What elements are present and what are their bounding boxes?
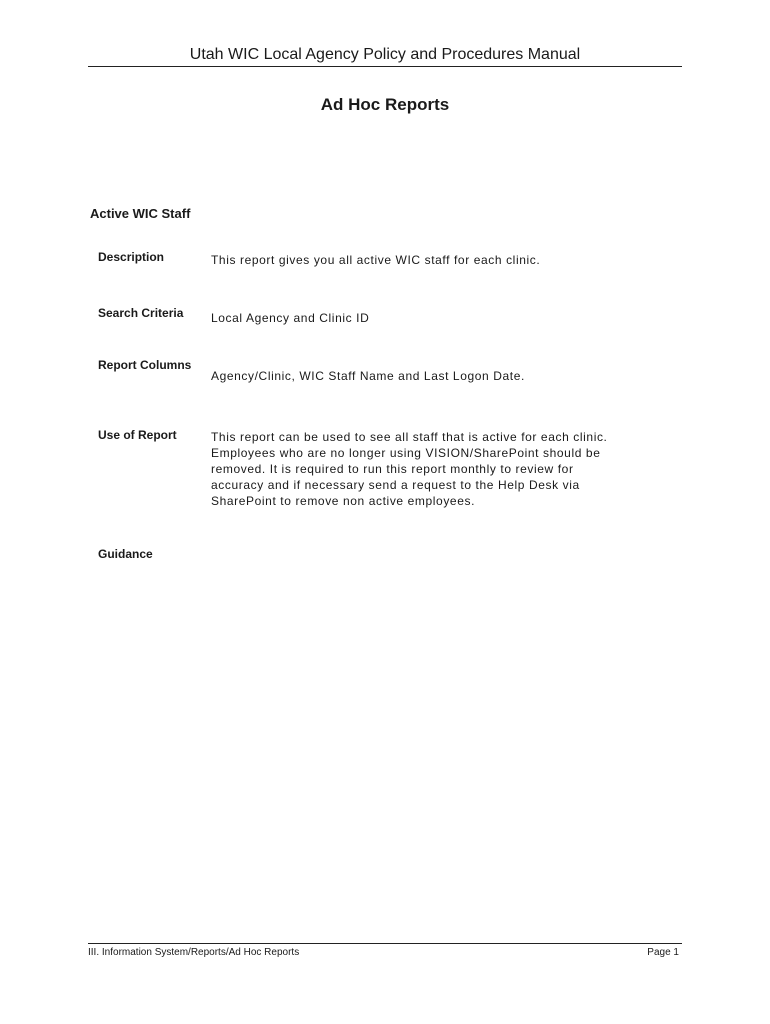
search-criteria-value: Local Agency and Clinic ID: [211, 311, 370, 325]
search-criteria-label: Search Criteria: [98, 306, 184, 320]
description-label: Description: [98, 250, 165, 264]
use-of-report-line: removed. It is required to run this report monthly to review for: [211, 462, 574, 476]
footer-divider: [88, 943, 682, 944]
manual-header-title: Utah WIC Local Agency Policy and Procedures Manual: [189, 46, 581, 63]
footer-page-number: Page 1: [647, 947, 679, 958]
page-title: Ad Hoc Reports: [320, 95, 450, 114]
use-of-report-line: accuracy and if necessary send a request to the Help Desk via: [211, 478, 580, 492]
use-of-report-line: SharePoint to remove non active employees.: [211, 494, 475, 508]
report-columns-value: Agency/Clinic, WIC Staff Name and Last Logon Date.: [211, 369, 525, 383]
use-of-report-label: Use of Report: [98, 428, 177, 442]
header-divider: [88, 66, 682, 67]
footer-section-path: III. Information System/Reports/Ad Hoc Reports: [88, 947, 300, 958]
section-heading: Active WIC Staff: [90, 206, 191, 221]
use-of-report-line: Employees who are no longer using VISION/SharePoint should be: [211, 446, 601, 460]
description-value: This report gives you all active WIC staff for each clinic.: [211, 253, 541, 267]
guidance-label: Guidance: [98, 547, 153, 561]
use-of-report-line: This report can be used to see all staff that is active for each clinic.: [211, 430, 608, 444]
use-of-report-value: [211, 429, 671, 509]
report-columns-label: Report Columns: [98, 358, 192, 372]
